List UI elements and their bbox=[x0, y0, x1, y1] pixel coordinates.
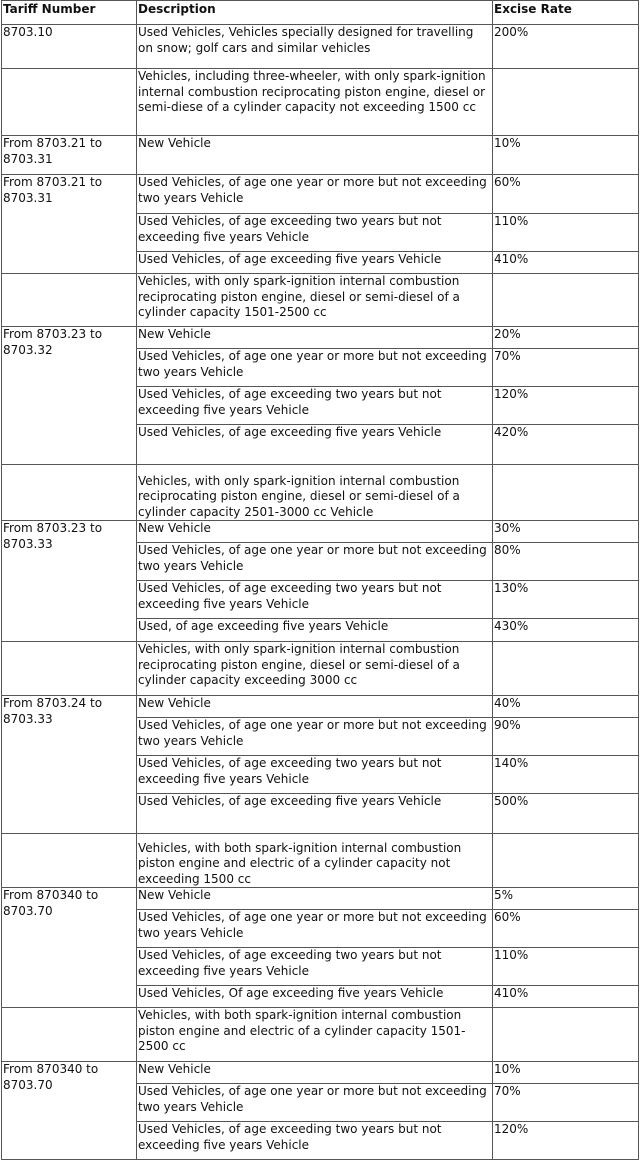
description-cell: New Vehicle bbox=[137, 888, 493, 910]
description-cell: New Vehicle bbox=[137, 696, 493, 718]
header-tariff-number: Tariff Number bbox=[2, 1, 137, 25]
rate-cell: 60% bbox=[493, 175, 639, 214]
description-cell: Used Vehicles, of age exceeding five years Vehicle bbox=[137, 425, 493, 465]
rate-cell: 10% bbox=[493, 136, 639, 175]
excise-rate-table bbox=[1, 0, 639, 1160]
description-cell: Used Vehicles, Of age exceeding five years Vehicle bbox=[137, 986, 493, 1008]
description-cell: Used Vehicles, of age exceeding two years but not exceeding five years Vehicle bbox=[137, 948, 493, 986]
description-cell: Used Vehicles, of age exceeding two years but not exceeding five years Vehicle bbox=[137, 214, 493, 252]
rate-cell bbox=[493, 69, 639, 136]
description-cell: Used Vehicles, of age exceeding two years but not exceeding five years Vehicle bbox=[137, 387, 493, 425]
table-header-row bbox=[2, 1, 639, 25]
rate-cell: 10% bbox=[493, 1062, 639, 1084]
rate-cell: 200% bbox=[493, 25, 639, 69]
table-row bbox=[2, 521, 639, 543]
rate-cell: 90% bbox=[493, 718, 639, 756]
table-row bbox=[2, 274, 639, 327]
rate-cell: 40% bbox=[493, 696, 639, 718]
rate-cell: 110% bbox=[493, 948, 639, 986]
rate-cell: 420% bbox=[493, 425, 639, 465]
rate-cell: 70% bbox=[493, 1084, 639, 1122]
description-cell: Used Vehicles, of age exceeding five years Vehicle bbox=[137, 794, 493, 834]
tariff-cell: From 870340 to 8703.70 bbox=[2, 1062, 137, 1160]
table-row bbox=[2, 465, 639, 521]
description-cell: Used Vehicles, of age one year or more but not exceeding two years Vehicle bbox=[137, 910, 493, 948]
rate-cell: 120% bbox=[493, 387, 639, 425]
tariff-cell: From 870340 to 8703.70 bbox=[2, 888, 137, 1008]
table-row bbox=[2, 136, 639, 175]
header-description: Description bbox=[137, 1, 493, 25]
table-row bbox=[2, 175, 639, 214]
description-cell: Used, of age exceeding five years Vehicle bbox=[137, 619, 493, 642]
rate-cell: 110% bbox=[493, 214, 639, 252]
tariff-cell bbox=[2, 465, 137, 521]
description-cell: Used Vehicles, of age one year or more but not exceeding two years Vehicle bbox=[137, 718, 493, 756]
description-cell: Used Vehicles, of age exceeding two years but not exceeding five years Vehicle bbox=[137, 756, 493, 794]
description-cell: Used Vehicles, of age exceeding two years but not exceeding five years Vehicle bbox=[137, 581, 493, 619]
rate-cell bbox=[493, 274, 639, 327]
rate-cell: 60% bbox=[493, 910, 639, 948]
tariff-cell bbox=[2, 642, 137, 696]
description-cell: Used Vehicles, of age exceeding two years but not exceeding five years Vehicle bbox=[137, 1122, 493, 1160]
tariff-cell: From 8703.23 to 8703.32 bbox=[2, 327, 137, 465]
rate-cell: 410% bbox=[493, 986, 639, 1008]
table-row bbox=[2, 696, 639, 718]
table-row bbox=[2, 642, 639, 696]
table-row bbox=[2, 69, 639, 136]
table-row bbox=[2, 888, 639, 910]
tariff-cell: 8703.10 bbox=[2, 25, 137, 69]
rate-cell: 430% bbox=[493, 619, 639, 642]
tariff-cell: From 8703.23 to 8703.33 bbox=[2, 521, 137, 642]
tariff-cell: From 8703.24 to 8703.33 bbox=[2, 696, 137, 834]
description-cell: Vehicles, with only spark-ignition internal combustion reciprocating piston engine, diesel or semi-diesel of a cylinder capacity 2501-3000 cc Vehicle bbox=[137, 465, 493, 521]
table-row bbox=[2, 1008, 639, 1062]
table-row bbox=[2, 327, 639, 349]
description-cell: Used Vehicles, of age exceeding five years Vehicle bbox=[137, 252, 493, 274]
header-excise-rate: Excise Rate bbox=[493, 1, 639, 25]
rate-cell bbox=[493, 465, 639, 521]
table-row bbox=[2, 834, 639, 888]
rate-cell: 120% bbox=[493, 1122, 639, 1160]
description-cell: Used Vehicles, of age one year or more but not exceeding two years Vehicle bbox=[137, 349, 493, 387]
description-cell: Vehicles, with only spark-ignition internal combustion reciprocating piston engine, diesel or semi-diesel of a cylinder capacity exceeding 3000 cc bbox=[137, 642, 493, 696]
tariff-cell bbox=[2, 1008, 137, 1062]
rate-cell: 410% bbox=[493, 252, 639, 274]
tariff-cell bbox=[2, 834, 137, 888]
rate-cell: 500% bbox=[493, 794, 639, 834]
rate-cell: 70% bbox=[493, 349, 639, 387]
tariff-cell: From 8703.21 to 8703.31 bbox=[2, 175, 137, 274]
description-cell: New Vehicle bbox=[137, 1062, 493, 1084]
table-row bbox=[2, 1062, 639, 1084]
rate-cell bbox=[493, 1008, 639, 1062]
rate-cell: 5% bbox=[493, 888, 639, 910]
description-cell: Used Vehicles, of age one year or more but not exceeding two years Vehicle bbox=[137, 1084, 493, 1122]
tariff-cell: From 8703.21 to 8703.31 bbox=[2, 136, 137, 175]
rate-cell: 130% bbox=[493, 581, 639, 619]
rate-cell bbox=[493, 834, 639, 888]
description-cell: Used Vehicles, of age one year or more but not exceeding two years Vehicle bbox=[137, 175, 493, 214]
tariff-cell bbox=[2, 274, 137, 327]
description-cell: New Vehicle bbox=[137, 521, 493, 543]
description-cell: Used Vehicles, Vehicles specially designed for travelling on snow; golf cars and similar vehicles bbox=[137, 25, 493, 69]
description-cell: Vehicles, including three-wheeler, with only spark-ignition internal combustion reciprocating piston engine, diesel or semi-diese of a cylinder capacity not exceeding 1500 cc bbox=[137, 69, 493, 136]
table-row bbox=[2, 25, 639, 69]
description-cell: New Vehicle bbox=[137, 136, 493, 175]
rate-cell: 20% bbox=[493, 327, 639, 349]
description-cell: Vehicles, with only spark-ignition internal combustion reciprocating piston engine, diesel or semi-diesel of a cylinder capacity 1501-2500 cc bbox=[137, 274, 493, 327]
description-cell: Vehicles, with both spark-ignition internal combustion piston engine and electric of a cylinder capacity not exceeding 1500 cc bbox=[137, 834, 493, 888]
rate-cell bbox=[493, 642, 639, 696]
rate-cell: 80% bbox=[493, 543, 639, 581]
rate-cell: 140% bbox=[493, 756, 639, 794]
description-cell: Vehicles, with both spark-ignition internal combustion piston engine and electric of a cylinder capacity 1501-2500 cc bbox=[137, 1008, 493, 1062]
description-cell: New Vehicle bbox=[137, 327, 493, 349]
description-cell: Used Vehicles, of age one year or more but not exceeding two years Vehicle bbox=[137, 543, 493, 581]
rate-cell: 30% bbox=[493, 521, 639, 543]
tariff-cell bbox=[2, 69, 137, 136]
